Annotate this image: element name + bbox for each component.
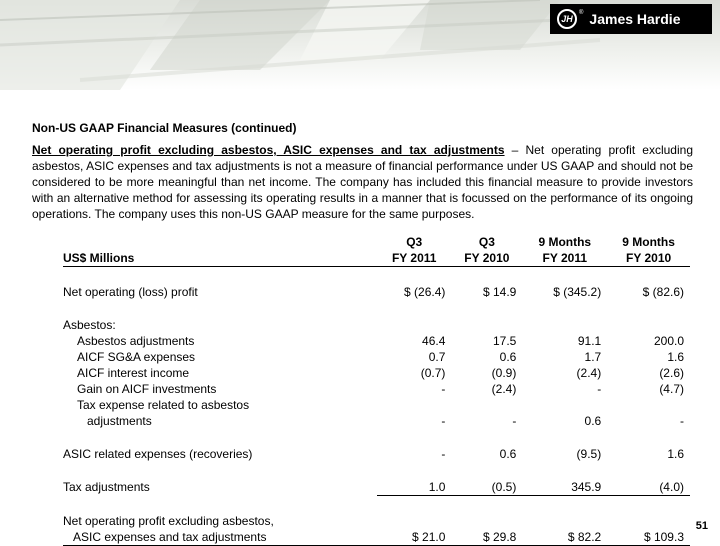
cell-value: (2.4) [576,366,602,380]
row-label: Net operating profit excluding asbestos, [63,514,274,528]
table-row [63,333,690,349]
cell-value: 0.6 [584,414,602,428]
cell-value: $ 14.9 [482,285,517,299]
company-logo [550,4,712,34]
unit-label: US$ Millions [63,250,377,267]
cell-value: (0.7) [420,366,446,380]
table-row [63,317,690,333]
cell-value: 345.9 [522,479,607,496]
cell-value: 1.6 [667,447,684,461]
cell-value: $ (26.4) [404,285,446,299]
table-row [63,479,690,496]
cell-value: 1.6 [667,350,684,364]
cell-value: (4.0) [607,479,690,496]
logo-text: James Hardie [589,11,681,27]
col-header-bottom: FY 2010 [607,250,690,267]
cell-value: - [597,382,602,396]
row-label: AICF SG&A expenses [77,350,196,364]
table-row [63,397,690,413]
intro-lead: Net operating profit excluding asbestos, ASIC expenses and tax adjustments [32,143,505,157]
row-label: ASIC related expenses (recoveries) [63,447,253,461]
total-row [63,529,690,546]
header-banner [0,0,720,90]
page-title: Non-US GAAP Financial Measures (continued) [32,121,297,135]
cell-value: $ (345.2) [553,285,602,299]
row-label: Asbestos adjustments [77,334,195,348]
cell-value: (4.7) [659,382,684,396]
row-label: AICF interest income [77,366,190,380]
cell-value: (0.9) [491,366,517,380]
page-number: 51 [695,520,708,532]
cell-value: $ 21.0 [377,529,451,546]
table-row [63,413,690,429]
cell-value: (0.5) [451,479,522,496]
cell-value: (9.5) [576,447,602,461]
table-row [63,446,690,462]
cell-value: 91.1 [577,334,602,348]
cell-value: $ 109.3 [607,529,690,546]
row-label: adjustments [87,414,152,428]
financial-table [63,234,690,546]
col-header-bottom: FY 2010 [451,250,522,267]
col-header-top: Q3 [406,235,423,249]
cell-value: 200.0 [653,334,684,348]
cell-value: $ (82.6) [642,285,684,299]
row-label: Tax expense related to asbestos [77,398,250,412]
col-header-top: Q3 [478,235,495,249]
col-header-bottom: FY 2011 [377,250,451,267]
cell-value: (2.4) [491,382,517,396]
logo-registered-mark: ® [579,10,584,16]
cell-value: 0.6 [499,447,517,461]
row-label: Net operating (loss) profit [63,285,198,299]
header-row-bottom [63,250,690,267]
cell-value: 17.5 [492,334,517,348]
cell-value: $ 29.8 [451,529,522,546]
logo-mark-icon: JH [557,9,577,29]
row-label: Asbestos: [63,318,116,332]
cell-value: - [441,447,446,461]
table-row [63,381,690,397]
table-row [63,284,690,300]
cell-value: - [441,382,446,396]
table-row [63,349,690,365]
cell-value: 1.7 [584,350,602,364]
cell-value: 46.4 [422,334,446,348]
cell-value: $ 82.2 [522,529,607,546]
cell-value: 1.0 [377,479,451,496]
col-header-bottom: FY 2011 [522,250,607,267]
table-row [63,365,690,381]
row-label: Gain on AICF investments [77,382,217,396]
header-row-top [63,234,690,250]
col-header-top: 9 Months [538,235,592,249]
row-label: ASIC expenses and tax adjustments [63,529,377,546]
cell-value: (2.6) [659,366,684,380]
cell-value: 0.7 [428,350,446,364]
cell-value: 0.6 [499,350,517,364]
cell-value: - [441,414,446,428]
cell-value: - [512,414,517,428]
intro-body: – Net operating profit excluding asbestos, ASIC expenses and tax adjustments is not a measure of financial performance under US GAAP and should not be considered to be more meaningful than net income. The company has included this financial measure to provide investors with an alternative method for assessing its operating results in a manner that is focussed on the performance of its ongoing operations. The company uses this non-US GAAP measure for the same purposes. [32,143,693,221]
row-label: Tax adjustments [63,480,150,495]
intro-paragraph [32,142,693,222]
col-header-top: 9 Months [622,235,675,249]
cell-value: - [680,414,684,428]
table-row [63,513,690,529]
